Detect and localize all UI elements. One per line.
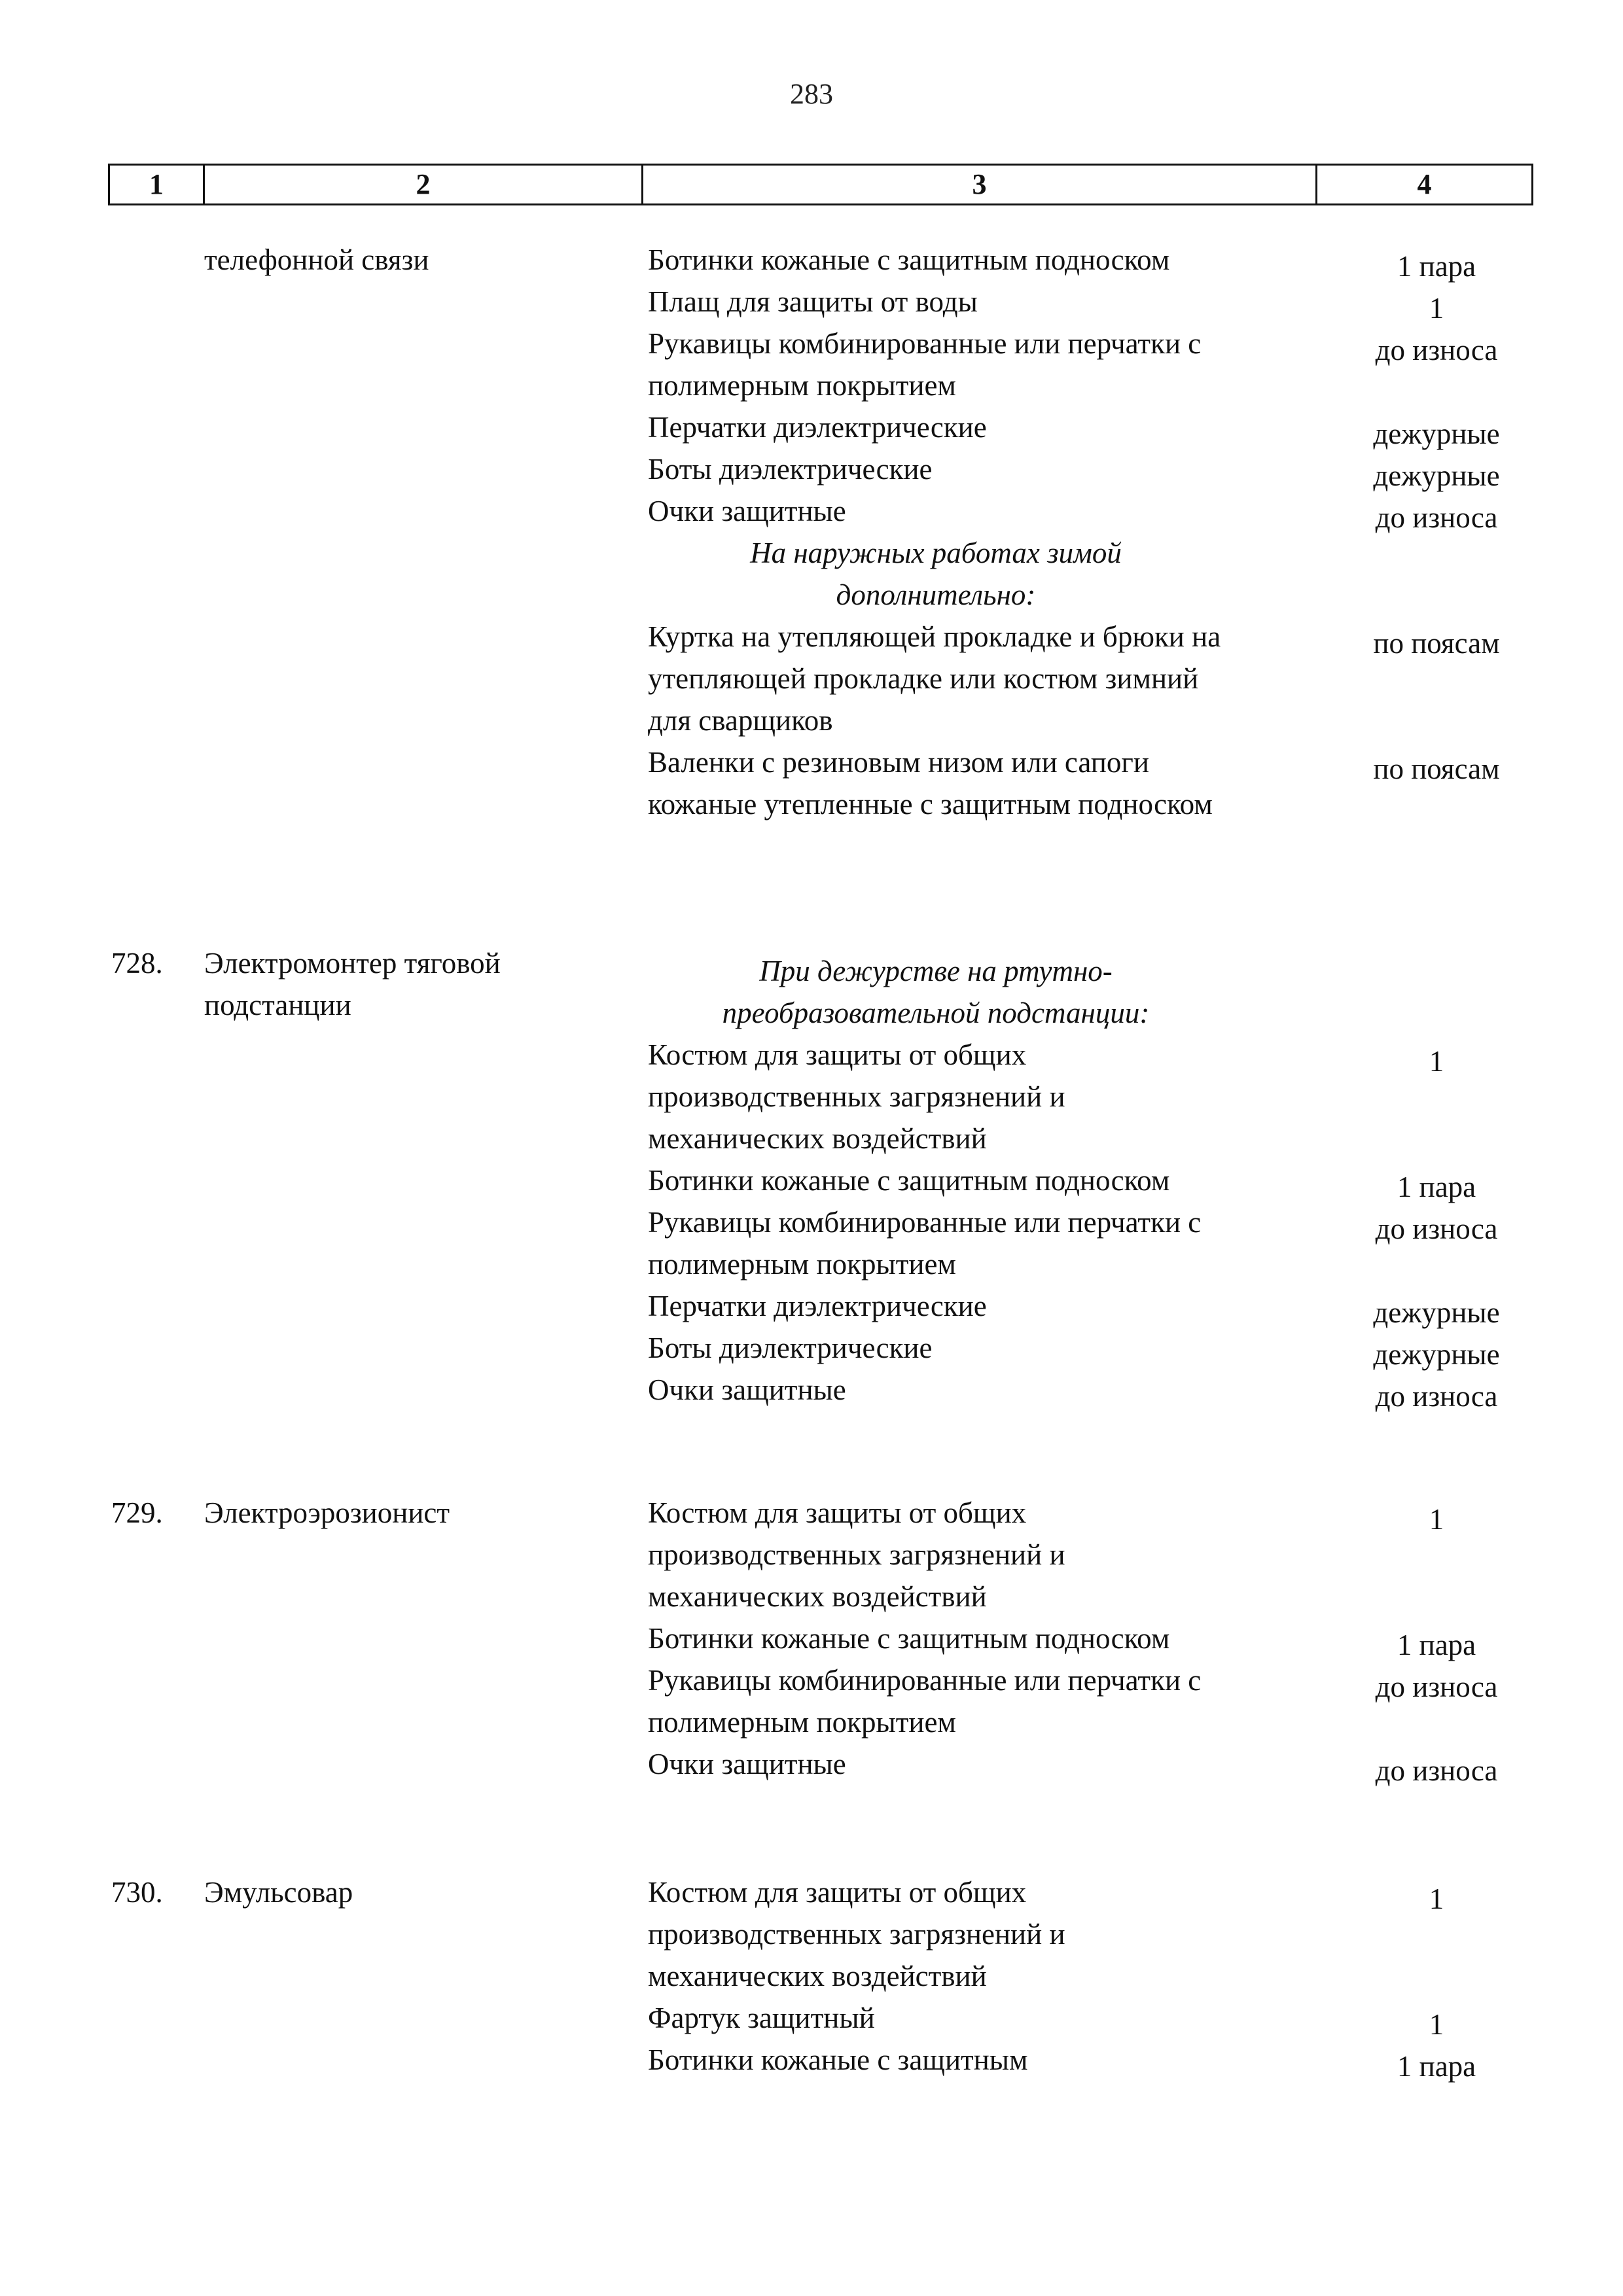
items-cell — [648, 239, 1500, 825]
row-number: 728. — [111, 947, 163, 980]
list-item — [648, 281, 1444, 325]
item-quantity: до износа — [1375, 1754, 1498, 1787]
item-quantity: до износа — [1375, 1670, 1498, 1703]
row-number: 730. — [111, 1876, 163, 1909]
item-name: Перчатки диэлектрические — [648, 1290, 987, 1322]
items-cell — [648, 942, 1500, 1413]
item-quantity: 1 — [1429, 1882, 1444, 1915]
list-item — [648, 406, 1500, 450]
section-subheading: При дежурстве на ртутно-преобразовательной подстанции: — [722, 955, 1150, 1029]
item-name: Ботинки кожаные с защитным подноском — [648, 1622, 1170, 1655]
profession-name: телефонной связи — [204, 243, 429, 276]
item-name: Костюм для защиты от общих производственных загрязнений и механических воздействий — [648, 1038, 1065, 1155]
item-quantity: 1 пара — [1397, 250, 1476, 283]
item-quantity: 1 — [1429, 2008, 1444, 2041]
item-name: Валенки с резиновым низом или сапоги кожаные утепленные с защитным подноском — [648, 746, 1213, 821]
list-item — [648, 323, 1498, 406]
item-quantity: дежурные — [1373, 1296, 1500, 1329]
list-item — [648, 1871, 1444, 1997]
profession-name: Электроэрозионист — [204, 1496, 450, 1529]
item-name: Боты диэлектрические — [648, 1332, 933, 1364]
profession-name: Эмульсовар — [204, 1876, 353, 1909]
item-quantity: до износа — [1375, 1212, 1498, 1245]
item-name: Рукавицы комбинированные или перчатки с полимерным покрытием — [648, 1206, 1202, 1280]
column-header-4: 4 — [1317, 165, 1533, 205]
item-quantity: 1 пара — [1397, 1629, 1476, 1661]
item-name: Рукавицы комбинированные или перчатки с полимерным покрытием — [648, 1664, 1202, 1739]
item-name: Перчатки диэлектрические — [648, 411, 987, 444]
list-item — [648, 1034, 1444, 1159]
item-name: Очки защитные — [648, 1373, 846, 1406]
item-quantity: по поясам — [1373, 752, 1500, 785]
list-item — [648, 1997, 1444, 2041]
list-item — [648, 2039, 1476, 2083]
items-cell — [648, 1492, 1498, 1787]
item-quantity: до износа — [1375, 1380, 1498, 1413]
item-name: Ботинки кожаные с защитным подноском — [648, 243, 1170, 276]
item-quantity: до износа — [1375, 501, 1498, 534]
item-name: Костюм для защиты от общих производственных загрязнений и механических воздействий — [648, 1496, 1065, 1613]
list-item — [648, 1617, 1476, 1661]
item-name: Ботинки кожаные с защитным — [648, 2043, 1028, 2076]
item-quantity: 1 — [1429, 1045, 1444, 1078]
item-name: Куртка на утепляющей прокладке и брюки на утепляющей прокладке или костюм зимний для сварщиков — [648, 620, 1221, 737]
item-quantity: 1 — [1429, 292, 1444, 325]
list-item — [648, 490, 1498, 534]
list-item — [648, 239, 1476, 283]
items-cell — [648, 1871, 1476, 2083]
item-quantity: до износа — [1375, 334, 1498, 366]
item-name: Рукавицы комбинированные или перчатки с полимерным покрытием — [648, 327, 1202, 402]
list-item — [648, 1201, 1498, 1285]
page-number: 283 — [790, 78, 833, 110]
item-quantity: дежурные — [1373, 459, 1500, 492]
row-number: 729. — [111, 1496, 163, 1529]
list-item — [648, 1159, 1476, 1203]
item-quantity: дежурные — [1373, 417, 1500, 450]
list-item — [648, 616, 1500, 741]
item-quantity: по поясам — [1373, 627, 1500, 660]
item-name: Фартук защитный — [648, 2002, 875, 2034]
item-name: Костюм для защиты от общих производственных загрязнений и механических воздействий — [648, 1876, 1065, 1992]
list-item — [648, 1285, 1500, 1329]
item-name: Очки защитные — [648, 1748, 846, 1780]
item-name: Плащ для защиты от воды — [648, 285, 978, 318]
list-item — [648, 448, 1500, 492]
item-quantity: 1 пара — [1397, 1171, 1476, 1203]
item-name: Очки защитные — [648, 495, 846, 527]
column-header-row — [109, 165, 1533, 205]
column-header-table — [108, 164, 1533, 205]
profession-name: Электромонтер тяговой подстанции — [204, 947, 501, 1021]
item-quantity: дежурные — [1373, 1338, 1500, 1371]
list-item — [648, 1743, 1498, 1787]
item-quantity: 1 пара — [1397, 2050, 1476, 2083]
column-header-2: 2 — [204, 165, 643, 205]
list-item — [648, 1492, 1444, 1617]
column-header-1: 1 — [109, 165, 204, 205]
list-item — [648, 1327, 1500, 1371]
list-item — [648, 1659, 1498, 1743]
item-quantity: 1 — [1429, 1503, 1444, 1536]
section-subheading: На наружных работах зимой дополнительно: — [750, 537, 1122, 611]
table-body — [0, 239, 1623, 2267]
column-header-3: 3 — [643, 165, 1317, 205]
list-item — [648, 1369, 1498, 1413]
item-name: Боты диэлектрические — [648, 453, 933, 486]
item-name: Ботинки кожаные с защитным подноском — [648, 1164, 1170, 1197]
list-item — [648, 741, 1500, 825]
